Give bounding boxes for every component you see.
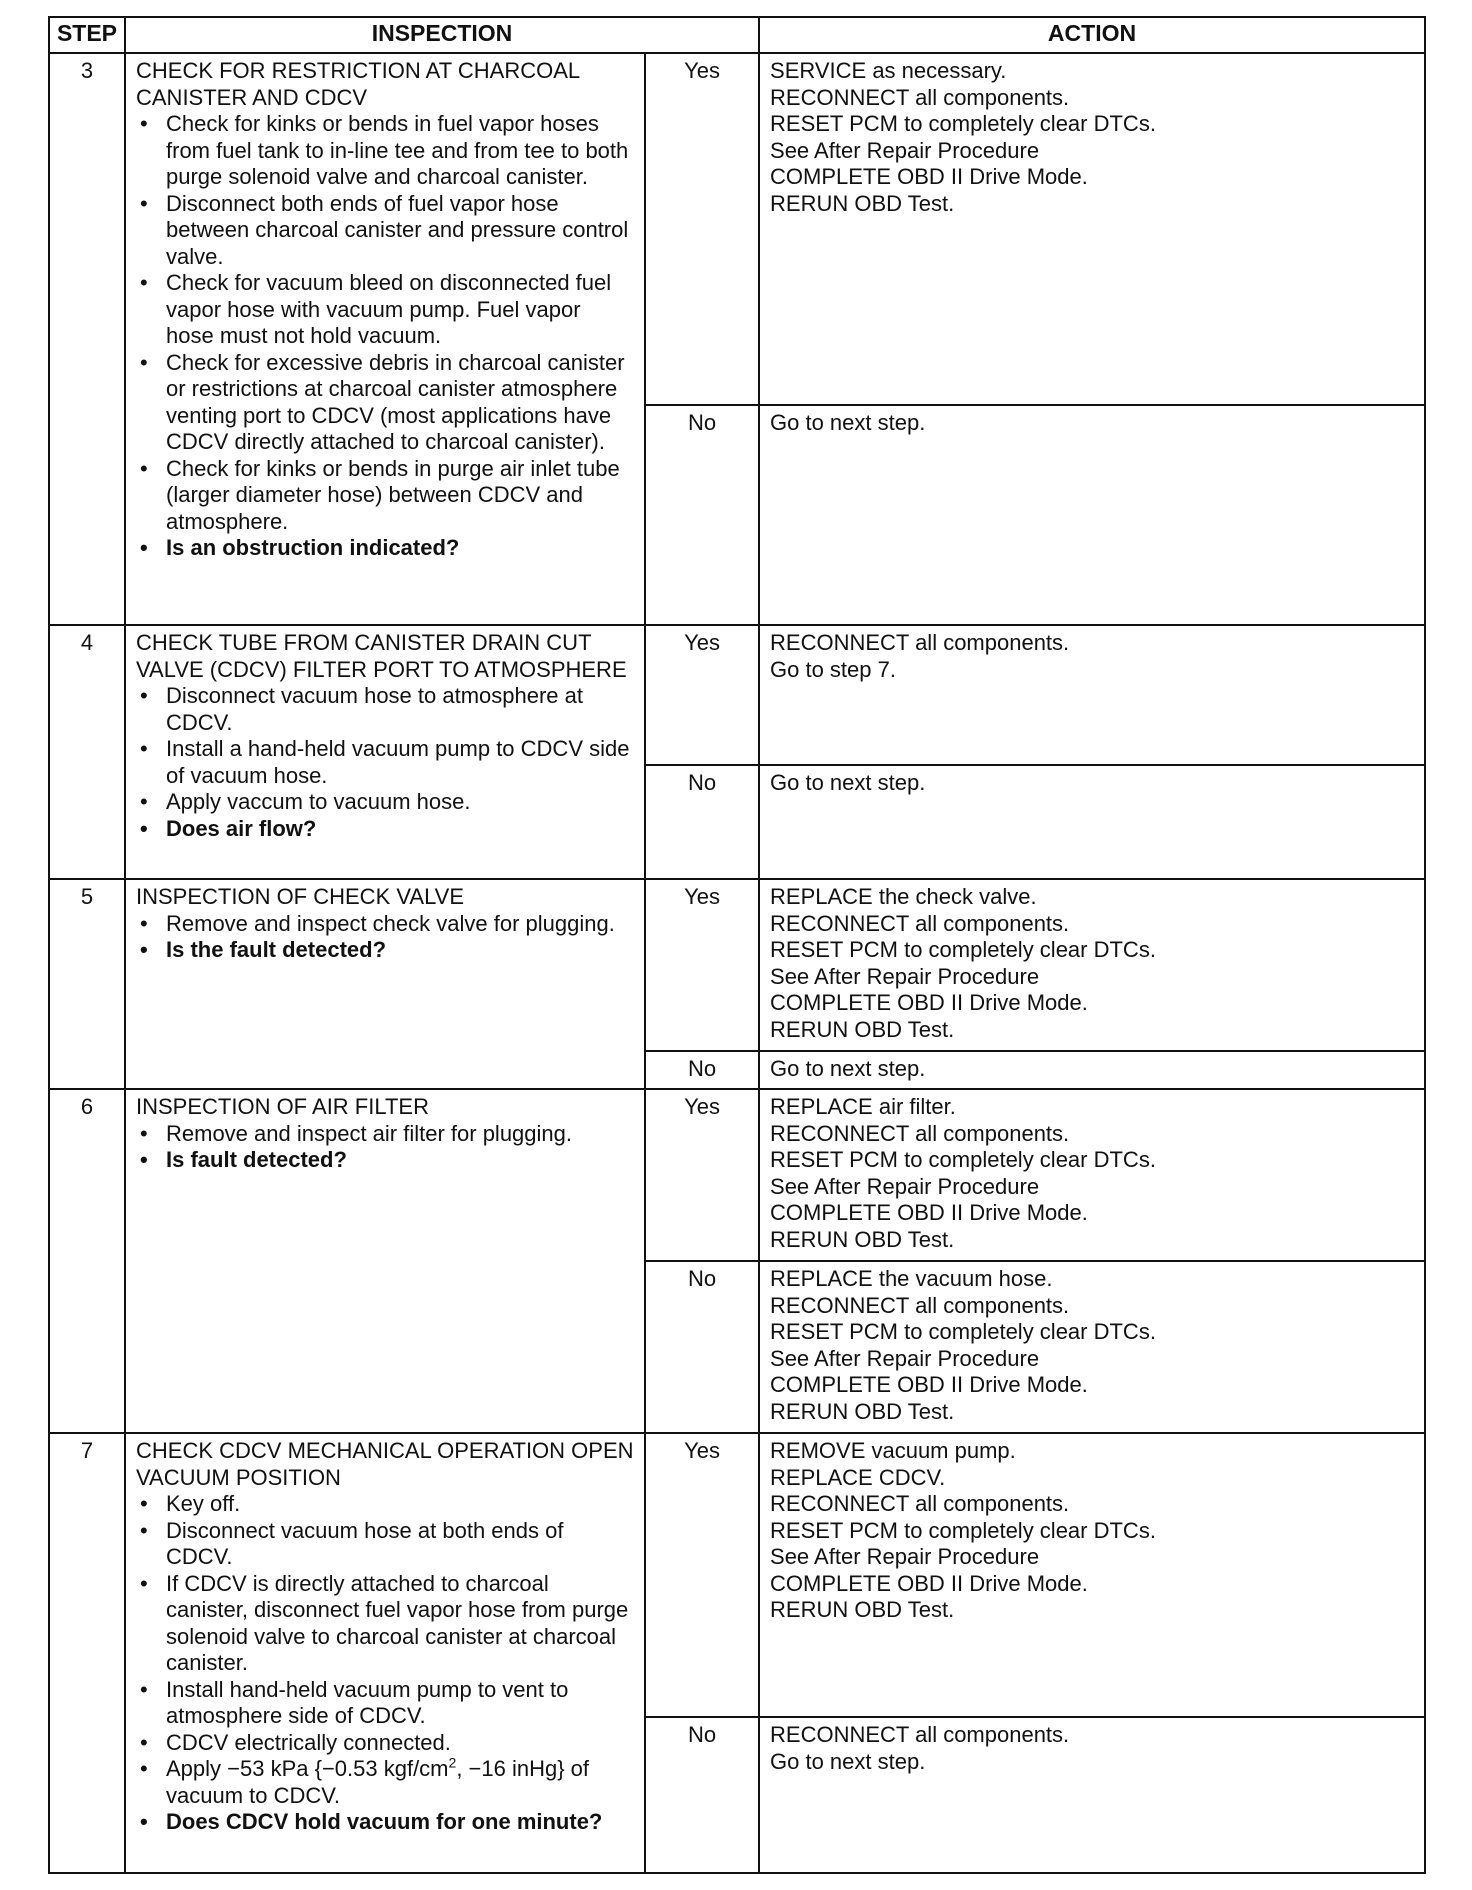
question-text: Is an obstruction indicated? xyxy=(166,535,460,560)
action-line: See After Repair Procedure xyxy=(770,963,1040,989)
action-line: REPLACE the vacuum hose. xyxy=(770,1266,1053,1291)
list-item: • Remove and inspect check valve for plugging. xyxy=(140,910,615,936)
inspection-title: CHECK FOR RESTRICTION AT CHARCOAL CANISTER AND CDCV xyxy=(136,58,580,110)
inspection-cell xyxy=(125,625,645,879)
action-line: COMPLETE OBD II Drive Mode. xyxy=(770,164,1088,189)
action-line: See After Repair Procedure xyxy=(770,137,1040,163)
diagnostic-table xyxy=(48,16,1426,1874)
yes-action xyxy=(759,879,1425,1051)
action-line: RECONNECT all components. xyxy=(770,1292,1070,1318)
inspection-question: • Does CDCV hold vacuum for one minute? xyxy=(140,1809,603,1834)
inspection-title: CHECK TUBE FROM CANISTER DRAIN CUT VALVE (CDCV) FILTER PORT TO ATMOSPHERE xyxy=(136,630,627,682)
question-text: Does air flow? xyxy=(166,815,317,841)
list-item: • Install hand-held vacuum pump to vent to atmosphere side of CDCV. xyxy=(140,1676,569,1728)
apply-text-superscript: 2 xyxy=(448,1754,457,1771)
action-line: RECONNECT all components. xyxy=(770,630,1070,655)
inspection-list xyxy=(136,1491,634,1836)
apply-vacuum-text xyxy=(166,1756,589,1808)
action-line: See After Repair Procedure xyxy=(770,1544,1040,1569)
action-line: RESET PCM to completely clear DTCs. xyxy=(770,111,1156,136)
inspection-title: INSPECTION OF CHECK VALVE xyxy=(136,884,465,909)
list-item-text: Install hand-held vacuum pump to vent to atmosphere side of CDCV. xyxy=(166,1676,569,1728)
question-text: Is fault detected? xyxy=(166,1147,347,1172)
apply-text-pre: Apply −53 kPa {−0.53 kgf/cm xyxy=(166,1756,449,1781)
yes-label: Yes xyxy=(645,1433,759,1717)
yes-label: Yes xyxy=(645,1089,759,1261)
no-action xyxy=(759,765,1425,879)
no-label: No xyxy=(645,1261,759,1433)
action-line: RERUN OBD Test. xyxy=(770,190,955,216)
action-line: RESET PCM to completely clear DTCs. xyxy=(770,1319,1156,1344)
list-item-text: If CDCV is directly attached to charcoal canister, disconnect fuel vapor hose from purge solenoid valve to charcoal canister at charcoal canister. xyxy=(166,1570,629,1675)
step-4-yes-row xyxy=(49,625,1425,765)
list-item: • Check for kinks or bends in fuel vapor hoses from fuel tank to in-line tee and from tee to both purge solenoid valve and charcoal canister. xyxy=(140,111,629,189)
list-item: • Apply −53 kPa {−0.53 kgf/$cm^2$, −16 inHg} of vacuum to CDCV. xyxy=(140,1754,590,1808)
step-number: 7 xyxy=(49,1433,125,1873)
action-line: RERUN OBD Test. xyxy=(770,1016,955,1042)
action-line: Go to next step. xyxy=(770,1056,926,1081)
yes-action xyxy=(759,1089,1425,1261)
inspection-list xyxy=(136,1121,634,1174)
no-label: No xyxy=(645,1051,759,1089)
inspection-question: • Is an obstruction indicated? xyxy=(140,535,460,560)
question-text: Does CDCV hold vacuum for one minute? xyxy=(166,1809,603,1834)
apply-text-post: , −16 inHg} of vacuum to CDCV. xyxy=(166,1756,590,1808)
list-item: • Disconnect vacuum hose at both ends of CDCV. xyxy=(140,1517,564,1569)
list-item-text: Key off. xyxy=(166,1491,241,1516)
inspection-title: INSPECTION OF AIR FILTER xyxy=(136,1094,429,1119)
yes-action xyxy=(759,625,1425,765)
inspection-question: • Is the fault detected? xyxy=(140,937,387,962)
header-row xyxy=(49,17,1425,53)
step-3-yes-row xyxy=(49,53,1425,405)
step-number: 5 xyxy=(49,879,125,1089)
action-line: REMOVE vacuum pump. xyxy=(770,1438,1016,1463)
list-item: • Check for kinks or bends in purge air inlet tube (larger diameter hose) between CDCV and atmosphere. xyxy=(140,455,620,534)
list-item: • Apply vaccum to vacuum hose. xyxy=(140,789,471,814)
list-item: • Remove and inspect air filter for plugging. xyxy=(140,1120,572,1146)
step-5-yes-row xyxy=(49,879,1425,1051)
action-line: COMPLETE OBD II Drive Mode. xyxy=(770,990,1088,1015)
list-item-text: CDCV electrically connected. xyxy=(166,1729,451,1755)
list-item-text: Disconnect vacuum hose at both ends of CDCV. xyxy=(166,1517,564,1569)
list-item: • Disconnect both ends of fuel vapor hose between charcoal canister and pressure control valve. xyxy=(140,190,629,269)
action-line: Go to step 7. xyxy=(770,656,896,682)
header-inspection: INSPECTION xyxy=(125,17,759,53)
no-action xyxy=(759,405,1425,625)
inspection-cell xyxy=(125,1089,645,1433)
step-7-yes-row xyxy=(49,1433,1425,1717)
no-label: No xyxy=(645,1717,759,1873)
action-line: SERVICE as necessary. xyxy=(770,58,1007,83)
action-line: RESET PCM to completely clear DTCs. xyxy=(770,937,1156,962)
list-item-text: Check for kinks or bends in purge air inlet tube (larger diameter hose) between CDCV and atmosphere. xyxy=(166,455,620,534)
action-line: RECONNECT all components. xyxy=(770,1722,1070,1747)
header-action: ACTION xyxy=(759,17,1425,53)
inspection-cell xyxy=(125,879,645,1089)
action-line: See After Repair Procedure xyxy=(770,1345,1040,1371)
action-line: RECONNECT all components. xyxy=(770,84,1070,110)
action-line: Go to next step. xyxy=(770,1748,926,1774)
no-label: No xyxy=(645,765,759,879)
action-line: Go to next step. xyxy=(770,770,926,795)
step-number: 4 xyxy=(49,625,125,879)
action-line: RECONNECT all components. xyxy=(770,1491,1070,1516)
list-item-text: Disconnect both ends of fuel vapor hose between charcoal canister and pressure control valve. xyxy=(166,190,629,269)
action-line: RECONNECT all components. xyxy=(770,1120,1070,1146)
action-line: REPLACE air filter. xyxy=(770,1094,956,1119)
yes-action xyxy=(759,53,1425,405)
inspection-question: • Is fault detected? xyxy=(140,1147,347,1172)
yes-action xyxy=(759,1433,1425,1717)
list-item-text: Check for kinks or bends in fuel vapor hoses from fuel tank to in-line tee and from tee to both purge solenoid valve and charcoal canister. xyxy=(166,111,629,189)
no-label: No xyxy=(645,405,759,625)
action-line: COMPLETE OBD II Drive Mode. xyxy=(770,1570,1088,1596)
list-item-text: Install a hand-held vacuum pump to CDCV side of vacuum hose. xyxy=(166,736,630,788)
action-line: RERUN OBD Test. xyxy=(770,1398,955,1424)
list-item: • Install a hand-held vacuum pump to CDCV side of vacuum hose. xyxy=(140,736,630,788)
action-line: COMPLETE OBD II Drive Mode. xyxy=(770,1372,1088,1397)
action-line: REPLACE CDCV. xyxy=(770,1464,946,1490)
no-action xyxy=(759,1261,1425,1433)
yes-label: Yes xyxy=(645,53,759,405)
list-item: • CDCV electrically connected. xyxy=(140,1729,451,1755)
action-line: RERUN OBD Test. xyxy=(770,1226,955,1252)
list-item: • Check for excessive debris in charcoal canister or restrictions at charcoal canister atmosphere venting port to CDCV (most applications have CDCV directly attached to charcoal canister). xyxy=(140,349,625,454)
action-line: See After Repair Procedure xyxy=(770,1173,1040,1199)
list-item-text: Check for vacuum bleed on disconnected fuel vapor hose with vacuum pump. Fuel vapor hose must not hold vacuum. xyxy=(166,270,612,348)
step-6-yes-row xyxy=(49,1089,1425,1261)
inspection-cell xyxy=(125,1433,645,1873)
step-number: 6 xyxy=(49,1089,125,1433)
no-action xyxy=(759,1717,1425,1873)
list-item: • Key off. xyxy=(140,1491,241,1516)
action-line: RERUN OBD Test. xyxy=(770,1597,955,1622)
list-item: • Disconnect vacuum hose to atmosphere at CDCV. xyxy=(140,683,584,735)
step-number: 3 xyxy=(49,53,125,625)
inspection-title: CHECK CDCV MECHANICAL OPERATION OPEN VACUUM POSITION xyxy=(136,1438,634,1490)
list-item-text: Remove and inspect air filter for plugging. xyxy=(166,1120,572,1146)
yes-label: Yes xyxy=(645,879,759,1051)
list-item: • If CDCV is directly attached to charcoal canister, disconnect fuel vapor hose from purge solenoid valve to charcoal canister at charcoal canister. xyxy=(140,1570,629,1675)
yes-label: Yes xyxy=(645,625,759,765)
action-line: REPLACE the check valve. xyxy=(770,884,1037,909)
inspection-cell xyxy=(125,53,645,625)
action-line: RECONNECT all components. xyxy=(770,910,1070,936)
action-line: RESET PCM to completely clear DTCs. xyxy=(770,1517,1156,1543)
inspection-list xyxy=(136,111,634,562)
action-line: Go to next step. xyxy=(770,410,926,435)
inspection-question: • Does air flow? xyxy=(140,815,317,841)
list-item: • Check for vacuum bleed on disconnected fuel vapor hose with vacuum pump. Fuel vapor hose must not hold vacuum. xyxy=(140,270,612,348)
inspection-list xyxy=(136,683,634,842)
list-item-text: Disconnect vacuum hose to atmosphere at CDCV. xyxy=(166,683,584,735)
no-action xyxy=(759,1051,1425,1089)
action-line: RESET PCM to completely clear DTCs. xyxy=(770,1147,1156,1172)
action-line: COMPLETE OBD II Drive Mode. xyxy=(770,1200,1088,1225)
list-item-text: Apply vaccum to vacuum hose. xyxy=(166,789,471,814)
header-step: STEP xyxy=(49,17,125,53)
inspection-list xyxy=(136,911,634,964)
list-item-text: Remove and inspect check valve for plugging. xyxy=(166,910,615,936)
question-text: Is the fault detected? xyxy=(166,937,387,962)
list-item-text: Check for excessive debris in charcoal canister or restrictions at charcoal canister atmosphere venting port to CDCV (most applications have CDCV directly attached to charcoal canister). xyxy=(166,349,625,454)
